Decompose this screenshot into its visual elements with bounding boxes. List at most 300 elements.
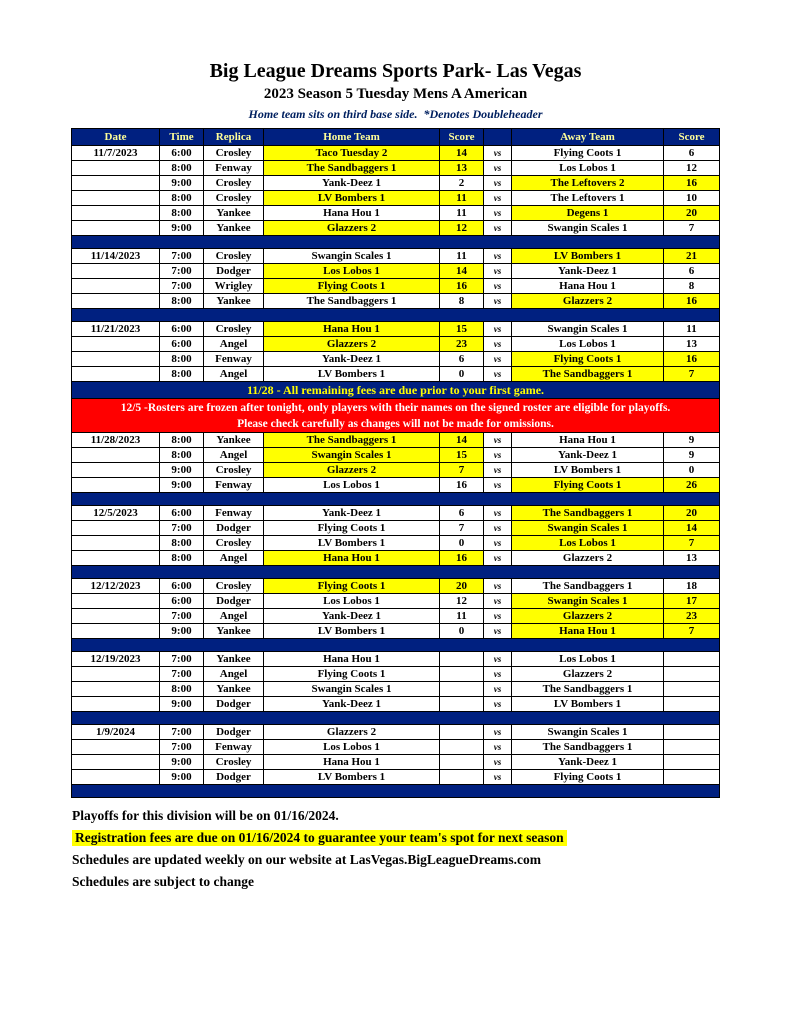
replica-cell: Yankee xyxy=(204,624,264,639)
replica-cell: Angel xyxy=(204,448,264,463)
away-team-cell: The Sandbaggers 1 xyxy=(512,682,664,697)
vs-label: vs xyxy=(484,551,512,566)
away-team-cell: The Sandbaggers 1 xyxy=(512,506,664,521)
header-home-team: Home Team xyxy=(264,129,440,146)
replica-cell: Crosley xyxy=(204,536,264,551)
date-cell xyxy=(72,697,160,712)
game-row xyxy=(72,609,720,624)
vs-label: vs xyxy=(484,667,512,682)
date-cell: 11/28/2023 xyxy=(72,433,160,448)
home-score-cell: 11 xyxy=(440,191,484,206)
time-cell: 9:00 xyxy=(160,221,204,236)
game-row xyxy=(72,352,720,367)
date-cell: 12/5/2023 xyxy=(72,506,160,521)
away-score-cell: 26 xyxy=(664,478,720,493)
separator-row xyxy=(72,236,720,249)
home-score-cell xyxy=(440,755,484,770)
vs-label: vs xyxy=(484,755,512,770)
away-team-cell: Glazzers 2 xyxy=(512,667,664,682)
away-team-cell: Swangin Scales 1 xyxy=(512,521,664,536)
home-team-cell: Flying Coots 1 xyxy=(264,279,440,294)
home-team-cell: Taco Tuesday 2 xyxy=(264,146,440,161)
home-score-cell: 0 xyxy=(440,624,484,639)
game-row xyxy=(72,279,720,294)
vs-label: vs xyxy=(484,506,512,521)
away-score-cell: 17 xyxy=(664,594,720,609)
replica-cell: Yankee xyxy=(204,652,264,667)
home-team-cell: Hana Hou 1 xyxy=(264,652,440,667)
vs-label: vs xyxy=(484,206,512,221)
replica-cell: Dodger xyxy=(204,697,264,712)
vs-label: vs xyxy=(484,264,512,279)
separator-bar xyxy=(72,236,720,249)
home-score-cell: 16 xyxy=(440,551,484,566)
replica-cell: Fenway xyxy=(204,161,264,176)
away-team-cell: The Sandbaggers 1 xyxy=(512,579,664,594)
away-score-cell: 9 xyxy=(664,448,720,463)
home-team-cell: Yank-Deez 1 xyxy=(264,697,440,712)
time-cell: 7:00 xyxy=(160,521,204,536)
home-team-cell: Hana Hou 1 xyxy=(264,755,440,770)
away-score-cell xyxy=(664,740,720,755)
header-replica: Replica xyxy=(204,129,264,146)
time-cell: 8:00 xyxy=(160,161,204,176)
vs-label: vs xyxy=(484,521,512,536)
vs-label: vs xyxy=(484,294,512,309)
time-cell: 8:00 xyxy=(160,294,204,309)
time-cell: 6:00 xyxy=(160,506,204,521)
table-header-row xyxy=(72,129,720,146)
home-score-cell: 12 xyxy=(440,594,484,609)
replica-cell: Angel xyxy=(204,551,264,566)
vs-label: vs xyxy=(484,191,512,206)
home-team-cell: The Sandbaggers 1 xyxy=(264,294,440,309)
replica-cell: Fenway xyxy=(204,352,264,367)
date-cell xyxy=(72,367,160,382)
vs-label: vs xyxy=(484,697,512,712)
date-cell xyxy=(72,740,160,755)
home-team-cell: LV Bombers 1 xyxy=(264,624,440,639)
away-team-cell: The Leftovers 2 xyxy=(512,176,664,191)
header-away-score: Score xyxy=(664,129,720,146)
date-cell xyxy=(72,337,160,352)
time-cell: 7:00 xyxy=(160,264,204,279)
fees-notice-text: 11/28 - All remaining fees are due prior to your first game. xyxy=(72,382,720,399)
replica-cell: Fenway xyxy=(204,478,264,493)
replica-cell: Angel xyxy=(204,367,264,382)
home-score-cell: 7 xyxy=(440,521,484,536)
away-team-cell: Hana Hou 1 xyxy=(512,279,664,294)
separator-row xyxy=(72,493,720,506)
away-team-cell: The Sandbaggers 1 xyxy=(512,367,664,382)
separator-bar xyxy=(72,785,720,798)
header-vs-spacer xyxy=(484,129,512,146)
away-score-cell: 23 xyxy=(664,609,720,624)
home-score-cell: 11 xyxy=(440,206,484,221)
game-row xyxy=(72,697,720,712)
home-team-cell: LV Bombers 1 xyxy=(264,536,440,551)
away-team-cell: Hana Hou 1 xyxy=(512,624,664,639)
header-date: Date xyxy=(72,129,160,146)
home-team-cell: Los Lobos 1 xyxy=(264,478,440,493)
time-cell: 9:00 xyxy=(160,770,204,785)
header-away-team: Away Team xyxy=(512,129,664,146)
game-row xyxy=(72,740,720,755)
time-cell: 8:00 xyxy=(160,551,204,566)
away-team-cell: Los Lobos 1 xyxy=(512,536,664,551)
game-row xyxy=(72,206,720,221)
time-cell: 7:00 xyxy=(160,249,204,264)
game-row xyxy=(72,506,720,521)
vs-label: vs xyxy=(484,322,512,337)
replica-cell: Crosley xyxy=(204,176,264,191)
home-team-cell: Flying Coots 1 xyxy=(264,667,440,682)
vs-label: vs xyxy=(484,448,512,463)
away-score-cell: 16 xyxy=(664,352,720,367)
footer-text: Schedules are subject to change xyxy=(72,874,254,889)
home-score-cell: 12 xyxy=(440,221,484,236)
away-team-cell: Los Lobos 1 xyxy=(512,161,664,176)
game-row xyxy=(72,176,720,191)
roster-freeze-notice-row xyxy=(72,399,720,433)
game-row xyxy=(72,191,720,206)
away-score-cell xyxy=(664,770,720,785)
game-row xyxy=(72,579,720,594)
date-cell xyxy=(72,536,160,551)
home-score-cell: 16 xyxy=(440,478,484,493)
time-cell: 8:00 xyxy=(160,367,204,382)
away-team-cell: Flying Coots 1 xyxy=(512,770,664,785)
vs-label: vs xyxy=(484,725,512,740)
replica-cell: Crosley xyxy=(204,579,264,594)
home-score-cell xyxy=(440,740,484,755)
home-score-cell: 0 xyxy=(440,536,484,551)
replica-cell: Angel xyxy=(204,667,264,682)
separator-row xyxy=(72,639,720,652)
date-cell: 12/12/2023 xyxy=(72,579,160,594)
replica-cell: Yankee xyxy=(204,206,264,221)
vs-label: vs xyxy=(484,176,512,191)
home-team-cell: Flying Coots 1 xyxy=(264,521,440,536)
header-time: Time xyxy=(160,129,204,146)
away-team-cell: Yank-Deez 1 xyxy=(512,755,664,770)
replica-cell: Crosley xyxy=(204,463,264,478)
replica-cell: Yankee xyxy=(204,294,264,309)
home-team-cell: LV Bombers 1 xyxy=(264,191,440,206)
away-team-cell: Los Lobos 1 xyxy=(512,337,664,352)
time-cell: 7:00 xyxy=(160,652,204,667)
game-row xyxy=(72,264,720,279)
home-score-cell: 15 xyxy=(440,448,484,463)
separator-row xyxy=(72,309,720,322)
footer-highlight-text: Registration fees are due on 01/16/2024 to guarantee your team's spot for next season xyxy=(72,830,567,846)
schedule-table xyxy=(71,128,720,798)
game-row xyxy=(72,367,720,382)
game-row xyxy=(72,249,720,264)
footer-line xyxy=(72,874,791,890)
home-score-cell: 7 xyxy=(440,463,484,478)
away-team-cell: Glazzers 2 xyxy=(512,551,664,566)
home-score-cell: 11 xyxy=(440,609,484,624)
time-cell: 6:00 xyxy=(160,337,204,352)
vs-label: vs xyxy=(484,536,512,551)
away-score-cell: 8 xyxy=(664,279,720,294)
home-team-cell: The Sandbaggers 1 xyxy=(264,161,440,176)
away-score-cell: 18 xyxy=(664,579,720,594)
date-cell xyxy=(72,206,160,221)
home-team-cell: Swangin Scales 1 xyxy=(264,448,440,463)
game-row xyxy=(72,221,720,236)
footer-text: Playoffs for this division will be on 01/16/2024. xyxy=(72,808,339,823)
separator-bar xyxy=(72,309,720,322)
away-score-cell: 16 xyxy=(664,294,720,309)
date-cell xyxy=(72,478,160,493)
time-cell: 8:00 xyxy=(160,448,204,463)
home-team-cell: Yank-Deez 1 xyxy=(264,506,440,521)
game-row xyxy=(72,624,720,639)
date-cell: 11/14/2023 xyxy=(72,249,160,264)
home-score-cell xyxy=(440,667,484,682)
away-team-cell: The Leftovers 1 xyxy=(512,191,664,206)
home-score-cell: 16 xyxy=(440,279,484,294)
time-cell: 7:00 xyxy=(160,667,204,682)
home-score-cell: 0 xyxy=(440,367,484,382)
away-score-cell: 13 xyxy=(664,337,720,352)
home-team-cell: Yank-Deez 1 xyxy=(264,176,440,191)
date-cell xyxy=(72,624,160,639)
home-team-cell: Yank-Deez 1 xyxy=(264,352,440,367)
date-cell xyxy=(72,682,160,697)
time-cell: 9:00 xyxy=(160,478,204,493)
home-team-cell: Los Lobos 1 xyxy=(264,594,440,609)
separator-bar xyxy=(72,639,720,652)
vs-label: vs xyxy=(484,740,512,755)
away-team-cell: LV Bombers 1 xyxy=(512,249,664,264)
replica-cell: Dodger xyxy=(204,770,264,785)
game-row xyxy=(72,594,720,609)
date-cell: 11/7/2023 xyxy=(72,146,160,161)
home-score-cell: 15 xyxy=(440,322,484,337)
away-team-cell: LV Bombers 1 xyxy=(512,697,664,712)
away-score-cell: 0 xyxy=(664,463,720,478)
away-score-cell xyxy=(664,667,720,682)
game-row xyxy=(72,667,720,682)
date-cell xyxy=(72,667,160,682)
vs-label: vs xyxy=(484,249,512,264)
schedule-table-body xyxy=(72,146,720,798)
game-row xyxy=(72,521,720,536)
away-team-cell: Swangin Scales 1 xyxy=(512,221,664,236)
page-title: Big League Dreams Sports Park- Las Vegas xyxy=(209,60,582,82)
date-cell xyxy=(72,176,160,191)
home-team-cell: Swangin Scales 1 xyxy=(264,249,440,264)
home-team-cell: Hana Hou 1 xyxy=(264,551,440,566)
away-team-cell: The Sandbaggers 1 xyxy=(512,740,664,755)
home-team-cell: Glazzers 2 xyxy=(264,221,440,236)
home-score-cell: 13 xyxy=(440,161,484,176)
page-header xyxy=(0,60,791,122)
away-score-cell: 11 xyxy=(664,322,720,337)
vs-label: vs xyxy=(484,337,512,352)
game-row xyxy=(72,146,720,161)
date-cell xyxy=(72,352,160,367)
away-score-cell: 7 xyxy=(664,367,720,382)
footer-line xyxy=(72,830,791,846)
date-cell xyxy=(72,264,160,279)
date-cell xyxy=(72,221,160,236)
vs-label: vs xyxy=(484,161,512,176)
away-team-cell: Yank-Deez 1 xyxy=(512,264,664,279)
replica-cell: Dodger xyxy=(204,264,264,279)
away-team-cell: Degens 1 xyxy=(512,206,664,221)
away-score-cell: 13 xyxy=(664,551,720,566)
away-score-cell: 21 xyxy=(664,249,720,264)
away-score-cell: 7 xyxy=(664,536,720,551)
page-note: Home team sits on third base side. *Denotes Doubleheader xyxy=(248,107,543,121)
away-score-cell: 6 xyxy=(664,264,720,279)
game-row xyxy=(72,755,720,770)
separator-row xyxy=(72,566,720,579)
vs-label: vs xyxy=(484,367,512,382)
away-team-cell: Flying Coots 1 xyxy=(512,478,664,493)
replica-cell: Fenway xyxy=(204,740,264,755)
roster-freeze-notice-line: 12/5 -Rosters are frozen after tonight, only players with their names on the signed roster are eligible for playoffs. xyxy=(120,401,671,414)
time-cell: 9:00 xyxy=(160,755,204,770)
home-score-cell: 6 xyxy=(440,506,484,521)
home-score-cell xyxy=(440,652,484,667)
time-cell: 9:00 xyxy=(160,463,204,478)
time-cell: 7:00 xyxy=(160,279,204,294)
date-cell: 1/9/2024 xyxy=(72,725,160,740)
time-cell: 8:00 xyxy=(160,433,204,448)
away-team-cell: Los Lobos 1 xyxy=(512,652,664,667)
away-team-cell: Glazzers 2 xyxy=(512,294,664,309)
separator-bar xyxy=(72,566,720,579)
vs-label: vs xyxy=(484,579,512,594)
away-score-cell: 20 xyxy=(664,506,720,521)
replica-cell: Dodger xyxy=(204,594,264,609)
home-team-cell: Hana Hou 1 xyxy=(264,206,440,221)
page-footer xyxy=(72,808,791,890)
separator-row xyxy=(72,712,720,725)
home-score-cell: 14 xyxy=(440,264,484,279)
away-team-cell: LV Bombers 1 xyxy=(512,463,664,478)
game-row xyxy=(72,551,720,566)
away-score-cell: 12 xyxy=(664,161,720,176)
date-cell: 12/19/2023 xyxy=(72,652,160,667)
replica-cell: Angel xyxy=(204,337,264,352)
away-score-cell xyxy=(664,755,720,770)
date-cell xyxy=(72,521,160,536)
date-cell xyxy=(72,755,160,770)
time-cell: 6:00 xyxy=(160,579,204,594)
home-score-cell: 23 xyxy=(440,337,484,352)
away-score-cell xyxy=(664,682,720,697)
vs-label: vs xyxy=(484,609,512,624)
away-score-cell xyxy=(664,725,720,740)
time-cell: 7:00 xyxy=(160,725,204,740)
roster-freeze-notice xyxy=(72,399,720,433)
separator-bar xyxy=(72,712,720,725)
header-home-score: Score xyxy=(440,129,484,146)
away-team-cell: Flying Coots 1 xyxy=(512,146,664,161)
footer-text: Schedules are updated weekly on our website at LasVegas.BigLeagueDreams.com xyxy=(72,852,542,867)
game-row xyxy=(72,536,720,551)
date-cell: 11/21/2023 xyxy=(72,322,160,337)
home-team-cell: Swangin Scales 1 xyxy=(264,682,440,697)
game-row xyxy=(72,448,720,463)
home-score-cell: 20 xyxy=(440,579,484,594)
away-team-cell: Flying Coots 1 xyxy=(512,352,664,367)
time-cell: 8:00 xyxy=(160,206,204,221)
home-score-cell: 6 xyxy=(440,352,484,367)
away-team-cell: Swangin Scales 1 xyxy=(512,322,664,337)
vs-label: vs xyxy=(484,352,512,367)
away-score-cell: 10 xyxy=(664,191,720,206)
date-cell xyxy=(72,191,160,206)
vs-label: vs xyxy=(484,624,512,639)
away-team-cell: Swangin Scales 1 xyxy=(512,594,664,609)
game-row xyxy=(72,770,720,785)
time-cell: 8:00 xyxy=(160,682,204,697)
footer-line xyxy=(72,852,791,868)
time-cell: 8:00 xyxy=(160,191,204,206)
game-row xyxy=(72,725,720,740)
vs-label: vs xyxy=(484,770,512,785)
date-cell xyxy=(72,463,160,478)
vs-label: vs xyxy=(484,221,512,236)
home-team-cell: LV Bombers 1 xyxy=(264,770,440,785)
replica-cell: Yankee xyxy=(204,433,264,448)
date-cell xyxy=(72,448,160,463)
date-cell xyxy=(72,294,160,309)
home-score-cell xyxy=(440,682,484,697)
vs-label: vs xyxy=(484,463,512,478)
home-team-cell: Los Lobos 1 xyxy=(264,264,440,279)
home-score-cell xyxy=(440,770,484,785)
away-score-cell: 6 xyxy=(664,146,720,161)
date-cell xyxy=(72,609,160,624)
date-cell xyxy=(72,279,160,294)
home-score-cell xyxy=(440,725,484,740)
away-score-cell xyxy=(664,697,720,712)
home-team-cell: LV Bombers 1 xyxy=(264,367,440,382)
away-team-cell: Swangin Scales 1 xyxy=(512,725,664,740)
home-score-cell: 2 xyxy=(440,176,484,191)
home-score-cell: 8 xyxy=(440,294,484,309)
replica-cell: Fenway xyxy=(204,506,264,521)
home-team-cell: Glazzers 2 xyxy=(264,337,440,352)
away-score-cell: 7 xyxy=(664,624,720,639)
home-team-cell: Glazzers 2 xyxy=(264,725,440,740)
vs-label: vs xyxy=(484,478,512,493)
home-score-cell xyxy=(440,697,484,712)
replica-cell: Yankee xyxy=(204,221,264,236)
home-score-cell: 14 xyxy=(440,433,484,448)
fees-notice-row xyxy=(72,382,720,399)
time-cell: 6:00 xyxy=(160,322,204,337)
away-team-cell: Glazzers 2 xyxy=(512,609,664,624)
vs-label: vs xyxy=(484,652,512,667)
replica-cell: Crosley xyxy=(204,191,264,206)
replica-cell: Crosley xyxy=(204,322,264,337)
time-cell: 9:00 xyxy=(160,697,204,712)
separator-bar xyxy=(72,493,720,506)
replica-cell: Yankee xyxy=(204,682,264,697)
game-row xyxy=(72,652,720,667)
vs-label: vs xyxy=(484,146,512,161)
vs-label: vs xyxy=(484,682,512,697)
